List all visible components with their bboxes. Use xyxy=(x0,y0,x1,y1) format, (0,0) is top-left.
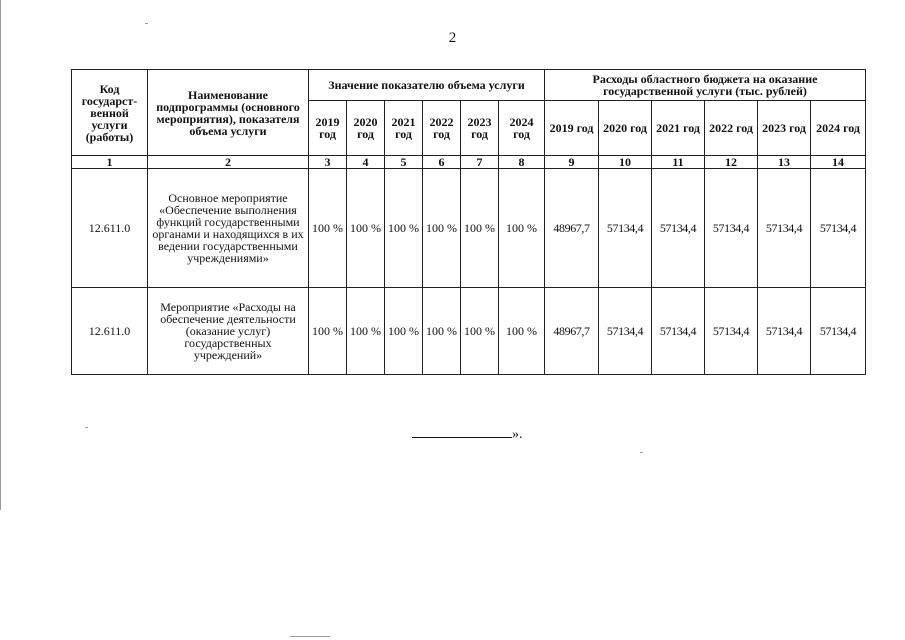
volume-value: 100 % xyxy=(423,288,461,375)
activity-name: Мероприятие «Расходы на обеспечение деятельности (оказание услуг) государственных учреждений» xyxy=(148,288,309,375)
budget-value: 57134,4 xyxy=(599,288,652,375)
column-number: 10 xyxy=(599,156,652,169)
table-row xyxy=(72,288,866,375)
header-volume-year: 2023 год xyxy=(461,101,499,156)
page-number: 2 xyxy=(448,30,457,46)
column-numbers-row xyxy=(72,156,866,169)
header-volume-year: 2021 год xyxy=(385,101,423,156)
column-number: 4 xyxy=(347,156,385,169)
budget-value: 57134,4 xyxy=(758,169,811,288)
column-number: 5 xyxy=(385,156,423,169)
header-volume-group: Значение показателю объема услуги xyxy=(309,70,545,101)
volume-value: 100 % xyxy=(499,288,545,375)
volume-value: 100 % xyxy=(461,288,499,375)
volume-value: 100 % xyxy=(347,288,385,375)
header-name: Наименование подпрограммы (основного мероприятия), показателя объема услуги xyxy=(148,70,309,156)
column-number: 11 xyxy=(652,156,705,169)
header-volume-year: 2022 год xyxy=(423,101,461,156)
header-volume-year: 2024 год xyxy=(499,101,545,156)
scan-artifact xyxy=(145,23,148,24)
volume-value: 100 % xyxy=(309,288,347,375)
table-row xyxy=(72,169,866,288)
column-number: 2 xyxy=(148,156,309,169)
budget-value: 48967,7 xyxy=(545,169,599,288)
column-number: 14 xyxy=(811,156,866,169)
header-budget-year: 2024 год xyxy=(811,101,866,156)
budget-value: 48967,7 xyxy=(545,288,599,375)
scan-artifact xyxy=(640,452,643,453)
column-number: 13 xyxy=(758,156,811,169)
scan-artifact xyxy=(85,427,88,428)
volume-value: 100 % xyxy=(309,169,347,288)
column-number: 9 xyxy=(545,156,599,169)
volume-value: 100 % xyxy=(385,288,423,375)
header-budget-year: 2020 год xyxy=(599,101,652,156)
header-budget-year: 2019 год xyxy=(545,101,599,156)
header-volume-year: 2020 год xyxy=(347,101,385,156)
volume-value: 100 % xyxy=(347,169,385,288)
budget-value: 57134,4 xyxy=(811,169,866,288)
budget-value: 57134,4 xyxy=(652,169,705,288)
volume-value: 100 % xyxy=(499,169,545,288)
budget-value: 57134,4 xyxy=(599,169,652,288)
service-code: 12.611.0 xyxy=(72,288,148,375)
budget-table xyxy=(71,69,866,375)
header-budget-year: 2021 год xyxy=(652,101,705,156)
column-number: 8 xyxy=(499,156,545,169)
scan-artifact xyxy=(0,0,1,510)
budget-value: 57134,4 xyxy=(705,288,758,375)
service-code: 12.611.0 xyxy=(72,169,148,288)
closing-mark xyxy=(412,423,523,443)
scan-artifact xyxy=(290,636,330,637)
budget-value: 57134,4 xyxy=(811,288,866,375)
column-number: 3 xyxy=(309,156,347,169)
closing-quote: ». xyxy=(512,427,523,442)
column-number: 12 xyxy=(705,156,758,169)
column-number: 6 xyxy=(423,156,461,169)
budget-value: 57134,4 xyxy=(758,288,811,375)
column-number: 1 xyxy=(72,156,148,169)
signature-blank-line xyxy=(412,423,512,438)
header-volume-year: 2019 год xyxy=(309,101,347,156)
budget-value: 57134,4 xyxy=(705,169,758,288)
header-budget-year: 2022 год xyxy=(705,101,758,156)
volume-value: 100 % xyxy=(385,169,423,288)
header-budget-group: Расходы областного бюджета на оказание государственной услуги (тыс. рублей) xyxy=(545,70,866,101)
header-code: Код государст-венной услуги (работы) xyxy=(72,70,148,156)
header-budget-year: 2023 год xyxy=(758,101,811,156)
column-number: 7 xyxy=(461,156,499,169)
volume-value: 100 % xyxy=(423,169,461,288)
activity-name: Основное мероприятие «Обеспечение выполнения функций государственными органами и находящихся в их ведении государственными учреждениями» xyxy=(148,169,309,288)
budget-value: 57134,4 xyxy=(652,288,705,375)
volume-value: 100 % xyxy=(461,169,499,288)
